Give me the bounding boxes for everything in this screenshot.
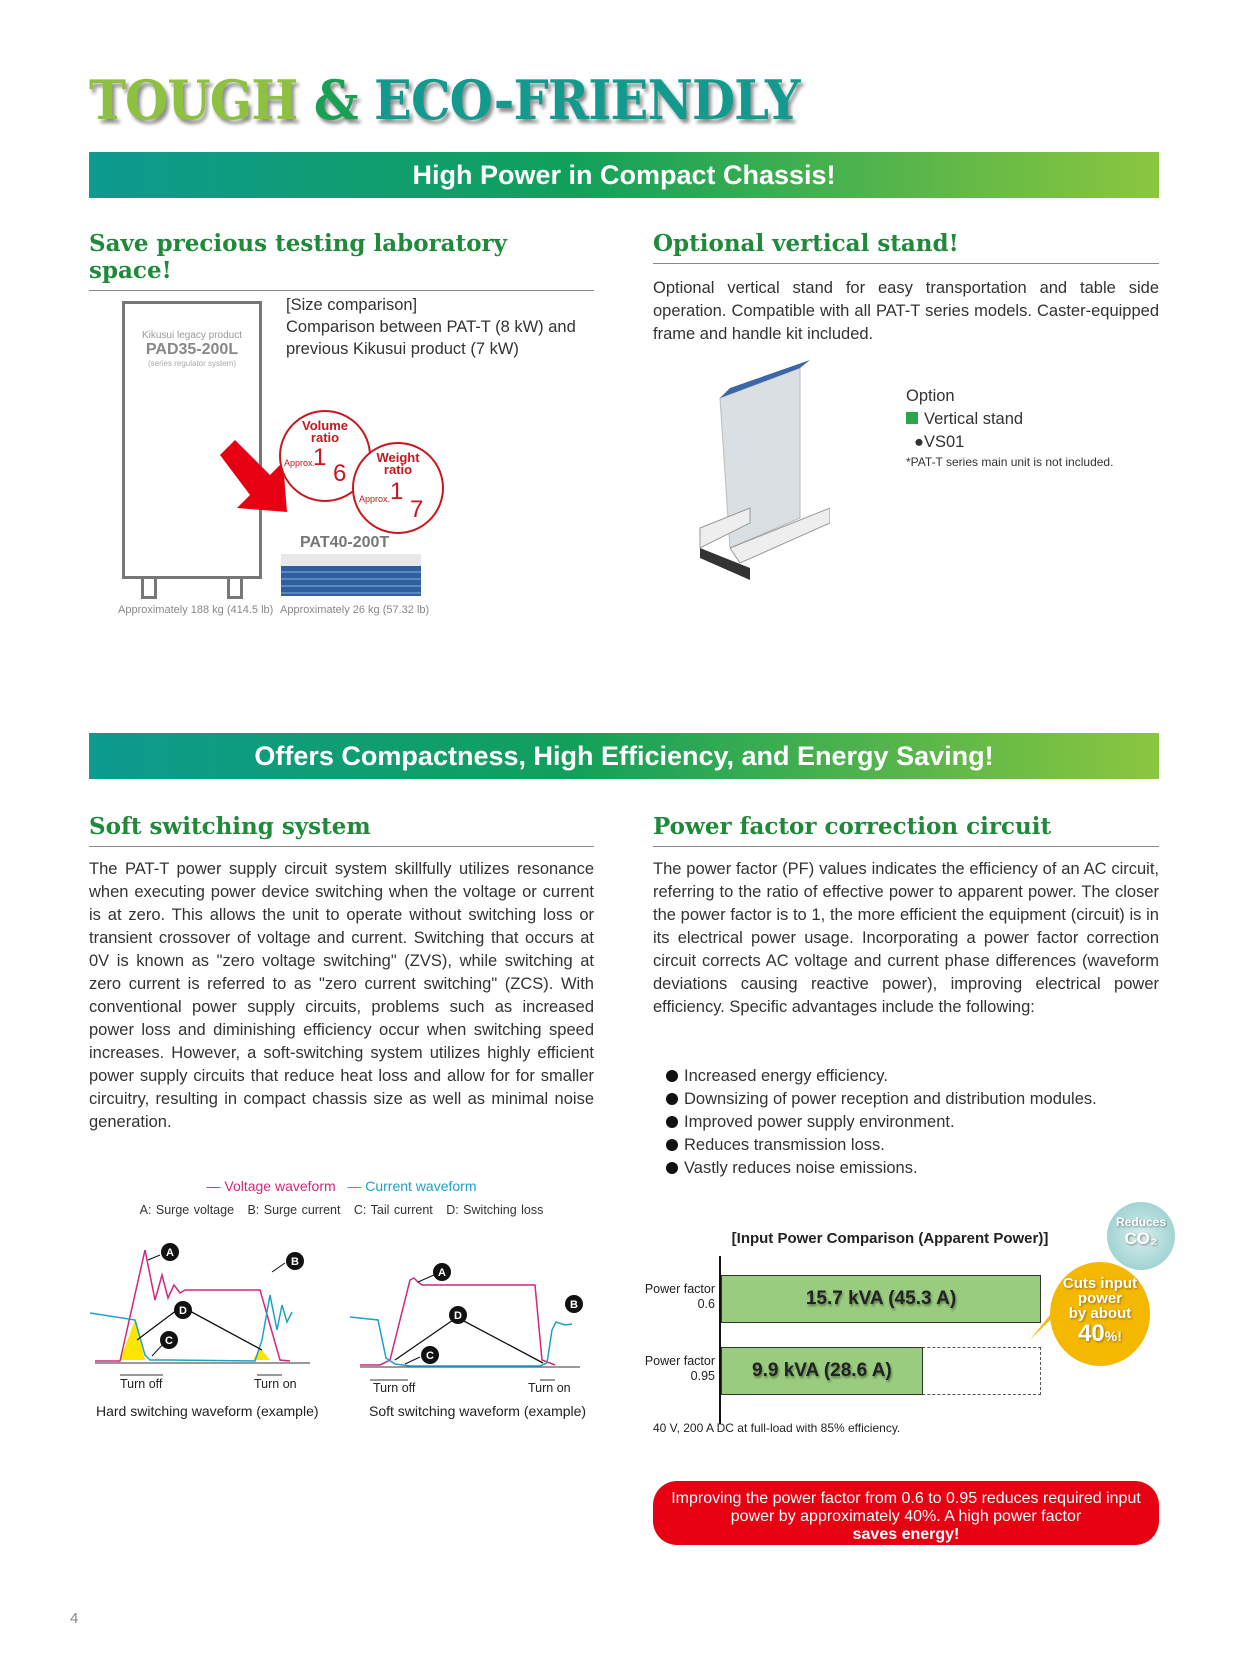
hard-turn-on-label: Turn on xyxy=(254,1377,297,1391)
volume-ratio-title: Volume ratio xyxy=(302,418,348,445)
marker-a: A xyxy=(166,1247,174,1259)
key-d: D: Switching loss xyxy=(446,1203,544,1217)
banner-high-power: High Power in Compact Chassis! xyxy=(89,152,1159,198)
option-note: *PAT-T series main unit is not included. xyxy=(906,455,1114,469)
banner-compactness: Offers Compactness, High Efficiency, and Energy Saving! xyxy=(89,733,1159,779)
co2-line1: Reduces xyxy=(1115,1215,1167,1229)
green-square-icon xyxy=(906,412,918,424)
size-caption-text: Comparison between PAT-T (8 kW) and previous Kikusui product (7 kW) xyxy=(286,318,576,358)
legacy-foot xyxy=(141,579,157,599)
title-word-tough: TOUGH xyxy=(89,68,298,132)
legacy-label: Kikusui legacy product xyxy=(141,330,243,341)
legacy-sub: (series regulator system) xyxy=(147,359,237,368)
pat-product-image xyxy=(281,554,421,596)
ratio-numerator: 1 xyxy=(390,478,404,505)
list-item: Vastly reduces noise emissions. xyxy=(666,1157,1097,1180)
category-label: Power factor 0.95 xyxy=(644,1354,715,1383)
new-model-label: PAT40-200T xyxy=(300,534,390,551)
list-item: Improved power supply environment. xyxy=(666,1111,1097,1134)
marker-c: C xyxy=(165,1335,173,1347)
legend-current: Current waveform xyxy=(365,1178,477,1194)
soft-turn-off-label: Turn off xyxy=(373,1381,416,1395)
size-caption-title: [Size comparison] xyxy=(286,296,418,314)
marker-b: B xyxy=(570,1299,578,1311)
title-ampersand: & xyxy=(313,68,358,132)
vertical-stand-image xyxy=(690,358,830,583)
badge-percent: 40 xyxy=(1078,1320,1105,1347)
pfc-description: The power factor (PF) values indicates the efficiency of an AC circuit, referring to the ratio of effective power to apparent power. The closer the power factor is to 1, the more efficient the equipment (circuit) is in its electrical power usage. Incorporating a power factor correction circuit corrects AC voltage and current phase differences (waveform deviations causing reactive power), improving electrical power efficiency. Specific advantages include the following: xyxy=(653,860,1159,1016)
marker-d: D xyxy=(454,1310,462,1322)
stand-option-block xyxy=(906,385,1113,470)
energy-saving-callout xyxy=(653,1481,1159,1545)
weight-ratio-badge xyxy=(352,442,444,534)
chart-footnote: 40 V, 200 A DC at full-load with 85% efficiency. xyxy=(653,1421,901,1435)
section-heading-soft-switching: Soft switching system xyxy=(89,813,594,847)
option-model: ●VS01 xyxy=(914,433,965,451)
size-caption xyxy=(286,294,586,360)
legacy-model: PAD35-200L xyxy=(145,341,239,358)
option-label: Option xyxy=(906,387,955,405)
badge-suffix: %! xyxy=(1104,1328,1122,1344)
cuts-power-badge xyxy=(1050,1262,1150,1366)
soft-switching-waveform xyxy=(350,1230,590,1390)
new-weight: Approximately 26 kg (57.32 lb) xyxy=(280,604,430,616)
section-heading-pfc: Power factor correction circuit xyxy=(653,813,1159,847)
callout-bold: saves energy! xyxy=(852,1526,960,1543)
section-heading-save-space: Save precious testing laboratory space! xyxy=(89,230,594,291)
marker-d: D xyxy=(179,1305,187,1317)
page-number: 4 xyxy=(70,1610,79,1627)
bar-pf-0.6 xyxy=(721,1275,1041,1323)
marker-a: A xyxy=(438,1267,446,1279)
ratio-numerator: 1 xyxy=(313,444,327,471)
approx-label: Approx. xyxy=(359,494,391,504)
bar-label: 9.9 kVA (28.6 A) xyxy=(752,1360,892,1381)
category-label: Power factor 0.6 xyxy=(644,1282,715,1311)
title-word-eco: ECO-FRIENDLY xyxy=(374,68,800,132)
list-item: Reduces transmission loss. xyxy=(666,1134,1097,1157)
bar-pf-0.95 xyxy=(721,1347,923,1395)
badge-line: by about xyxy=(1068,1305,1132,1322)
legacy-weight: Approximately 188 kg (414.5 lb) xyxy=(118,604,274,616)
key-a: A: Surge voltage xyxy=(139,1203,235,1217)
soft-turn-on-label: Turn on xyxy=(528,1381,571,1395)
ratio-denominator: 7 xyxy=(410,496,424,523)
stand-description: Optional vertical stand for easy transportation and table side operation. Compatible with all PAT-T series models. Caster-equipped frame and handle kit included. xyxy=(653,279,1159,343)
hard-caption: Hard switching waveform (example) xyxy=(96,1403,319,1419)
co2-badge xyxy=(1107,1202,1175,1270)
approx-label: Approx. xyxy=(284,458,316,468)
list-item: Increased energy efficiency. xyxy=(666,1065,1097,1088)
section-heading-stand: Optional vertical stand! xyxy=(653,230,1159,264)
soft-switching-description: The PAT-T power supply circuit system skillfully utilizes resonance when executing power device switching when the voltage or current is at zero. This allows the unit to operate without switching loss or transient crossover of voltage and current. Switching that occurs at 0V is known as "zero voltage switching" (ZVS), while switching at zero current is referred to as "zero current switching" (ZCS). With conventional power supply circuits, problems such as increased power loss and diminishing efficiency occur when switching speed increases. However, a soft-switching system utilizes highly efficient power supply circuits that reduce heat loss and allow for for smaller circuitry, resulting in compact chassis size as well as minimal noise generation. xyxy=(89,860,594,1131)
key-b: B: Surge current xyxy=(247,1203,341,1217)
badge-line: Cuts input xyxy=(1062,1275,1138,1292)
waveform-legend: — Voltage waveform — Current waveform xyxy=(206,1178,477,1194)
option-item: Vertical stand xyxy=(924,410,1024,428)
key-c: C: Tail current xyxy=(353,1203,433,1217)
chart-title: [Input Power Comparison (Apparent Power)] xyxy=(731,1230,1049,1247)
co2-line2: CO₂ xyxy=(1124,1229,1158,1248)
hard-turn-off-label: Turn off xyxy=(120,1377,163,1391)
ratio-denominator: 6 xyxy=(333,460,347,487)
bar-label: 15.7 kVA (45.3 A) xyxy=(805,1288,957,1309)
badge-line: power xyxy=(1077,1290,1123,1307)
marker-b: B xyxy=(291,1256,299,1268)
pfc-advantages-list xyxy=(666,1065,1097,1180)
list-item: Downsizing of power reception and distribution modules. xyxy=(666,1088,1097,1111)
page-title xyxy=(89,68,800,132)
weight-ratio-title: Weight ratio xyxy=(376,450,420,477)
hard-switching-waveform xyxy=(90,1230,330,1390)
callout-text: Improving the power factor from 0.6 to 0.95 reduces required input power by approximately 40%. A high power factor xyxy=(671,1490,1141,1525)
legacy-foot xyxy=(227,579,243,599)
marker-c: C xyxy=(426,1350,434,1362)
legend-voltage: Voltage waveform xyxy=(224,1178,336,1194)
waveform-key xyxy=(89,1203,594,1217)
soft-caption: Soft switching waveform (example) xyxy=(369,1403,587,1419)
